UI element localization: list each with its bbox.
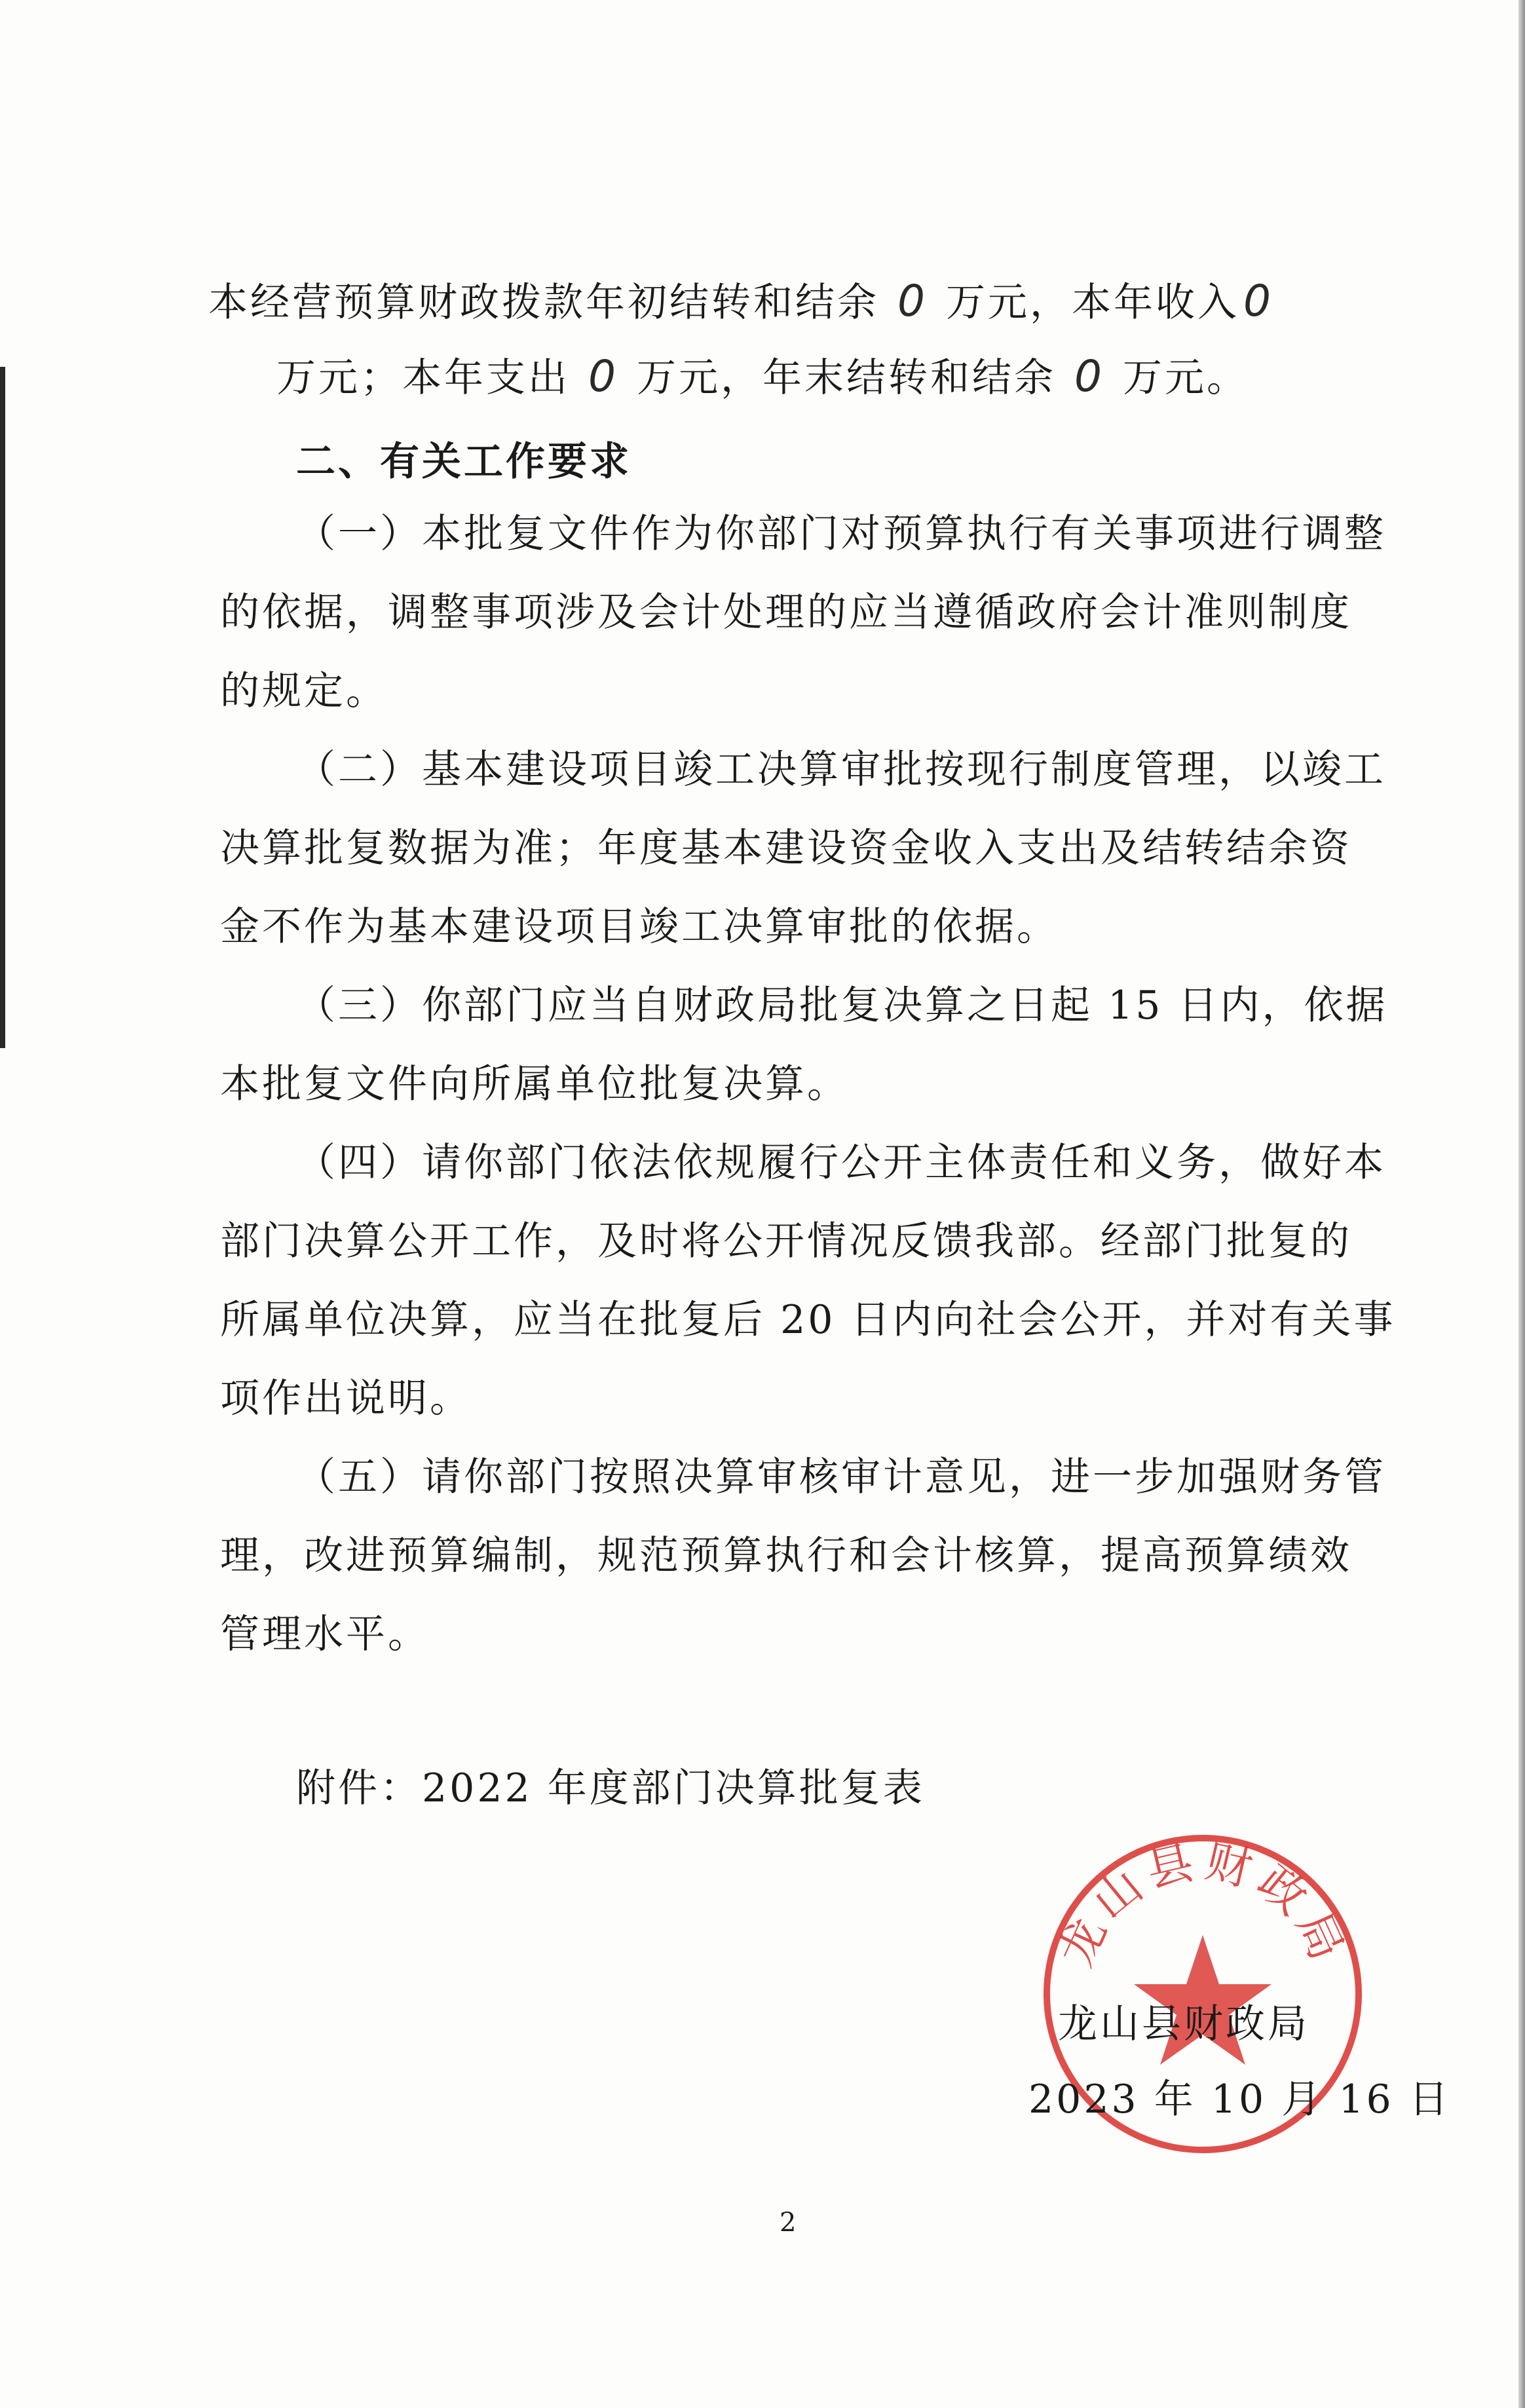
budget-text-3: 万元；本年支出 xyxy=(276,355,570,401)
budget-line-1 xyxy=(208,275,1276,329)
section-heading: 二、有关工作要求 xyxy=(296,439,631,485)
item-1-line-2: 的依据，调整事项涉及会计处理的应当遵循政府会计准则制度 xyxy=(220,590,1352,635)
budget-text-4: 万元，年末结转和结余 xyxy=(637,355,1056,401)
budget-text-5: 万元。 xyxy=(1123,355,1249,401)
signature-date: 2023 年 10 月 16 日 xyxy=(1028,2077,1451,2122)
item-1-line-1: （一）本批复文件作为你部门对预算执行有关事项进行调整 xyxy=(296,511,1386,557)
item-3-line-2: 本批复文件向所属单位批复决算。 xyxy=(220,1061,849,1107)
seal-text: 龙山县财政局 xyxy=(1049,1834,1357,1974)
amount-expense: 0 xyxy=(588,351,618,402)
item-5-line-1: （五）请你部门按照决算审核审计意见，进一步加强财务管 xyxy=(296,1454,1386,1500)
item-4-line-1: （四）请你部门依法依规履行公开主体责任和义务，做好本 xyxy=(296,1140,1386,1186)
item-2-line-3: 金不作为基本建设项目竣工决算审批的依据。 xyxy=(220,904,1059,950)
budget-line-2 xyxy=(276,350,1249,404)
item-2-line-1: （二）基本建设项目竣工决算审批按现行制度管理，以竣工 xyxy=(296,747,1386,793)
amount-opening: 0 xyxy=(897,276,928,326)
signature-issuer: 龙山县财政局 xyxy=(1058,2001,1309,2047)
binding-edge xyxy=(0,367,5,1048)
item-5-line-2: 理，改进预算编制，规范预算执行和会计核算，提高预算绩效 xyxy=(220,1533,1352,1579)
item-4-line-2: 部门决算公开工作，及时将公开情况反馈我部。经部门批复的 xyxy=(220,1218,1352,1264)
item-2-line-2: 决算批复数据为准；年度基本建设资金收入支出及结转结余资 xyxy=(220,825,1352,871)
item-3-line-1: （三）你部门应当自财政局批复决算之日起 15 日内，依据 xyxy=(296,983,1388,1028)
page-number: 2 xyxy=(780,2208,797,2238)
item-5-line-3: 管理水平。 xyxy=(220,1611,430,1657)
amount-closing: 0 xyxy=(1074,351,1104,402)
item-4-line-4: 项作出说明。 xyxy=(220,1376,472,1421)
item-1-line-3: 的规定。 xyxy=(220,668,388,714)
page-edge-shadow xyxy=(1518,0,1525,2408)
budget-text-2: 万元，本年收入 xyxy=(946,280,1239,326)
item-4-line-3: 所属单位决算，应当在批复后 20 日内向社会公开，并对有关事 xyxy=(220,1297,1396,1343)
amount-income: 0 xyxy=(1243,276,1273,326)
attachment-note: 附件：2022 年度部门决算批复表 xyxy=(296,1765,925,1811)
budget-text-1: 本经营预算财政拨款年初结转和结余 xyxy=(208,280,879,326)
